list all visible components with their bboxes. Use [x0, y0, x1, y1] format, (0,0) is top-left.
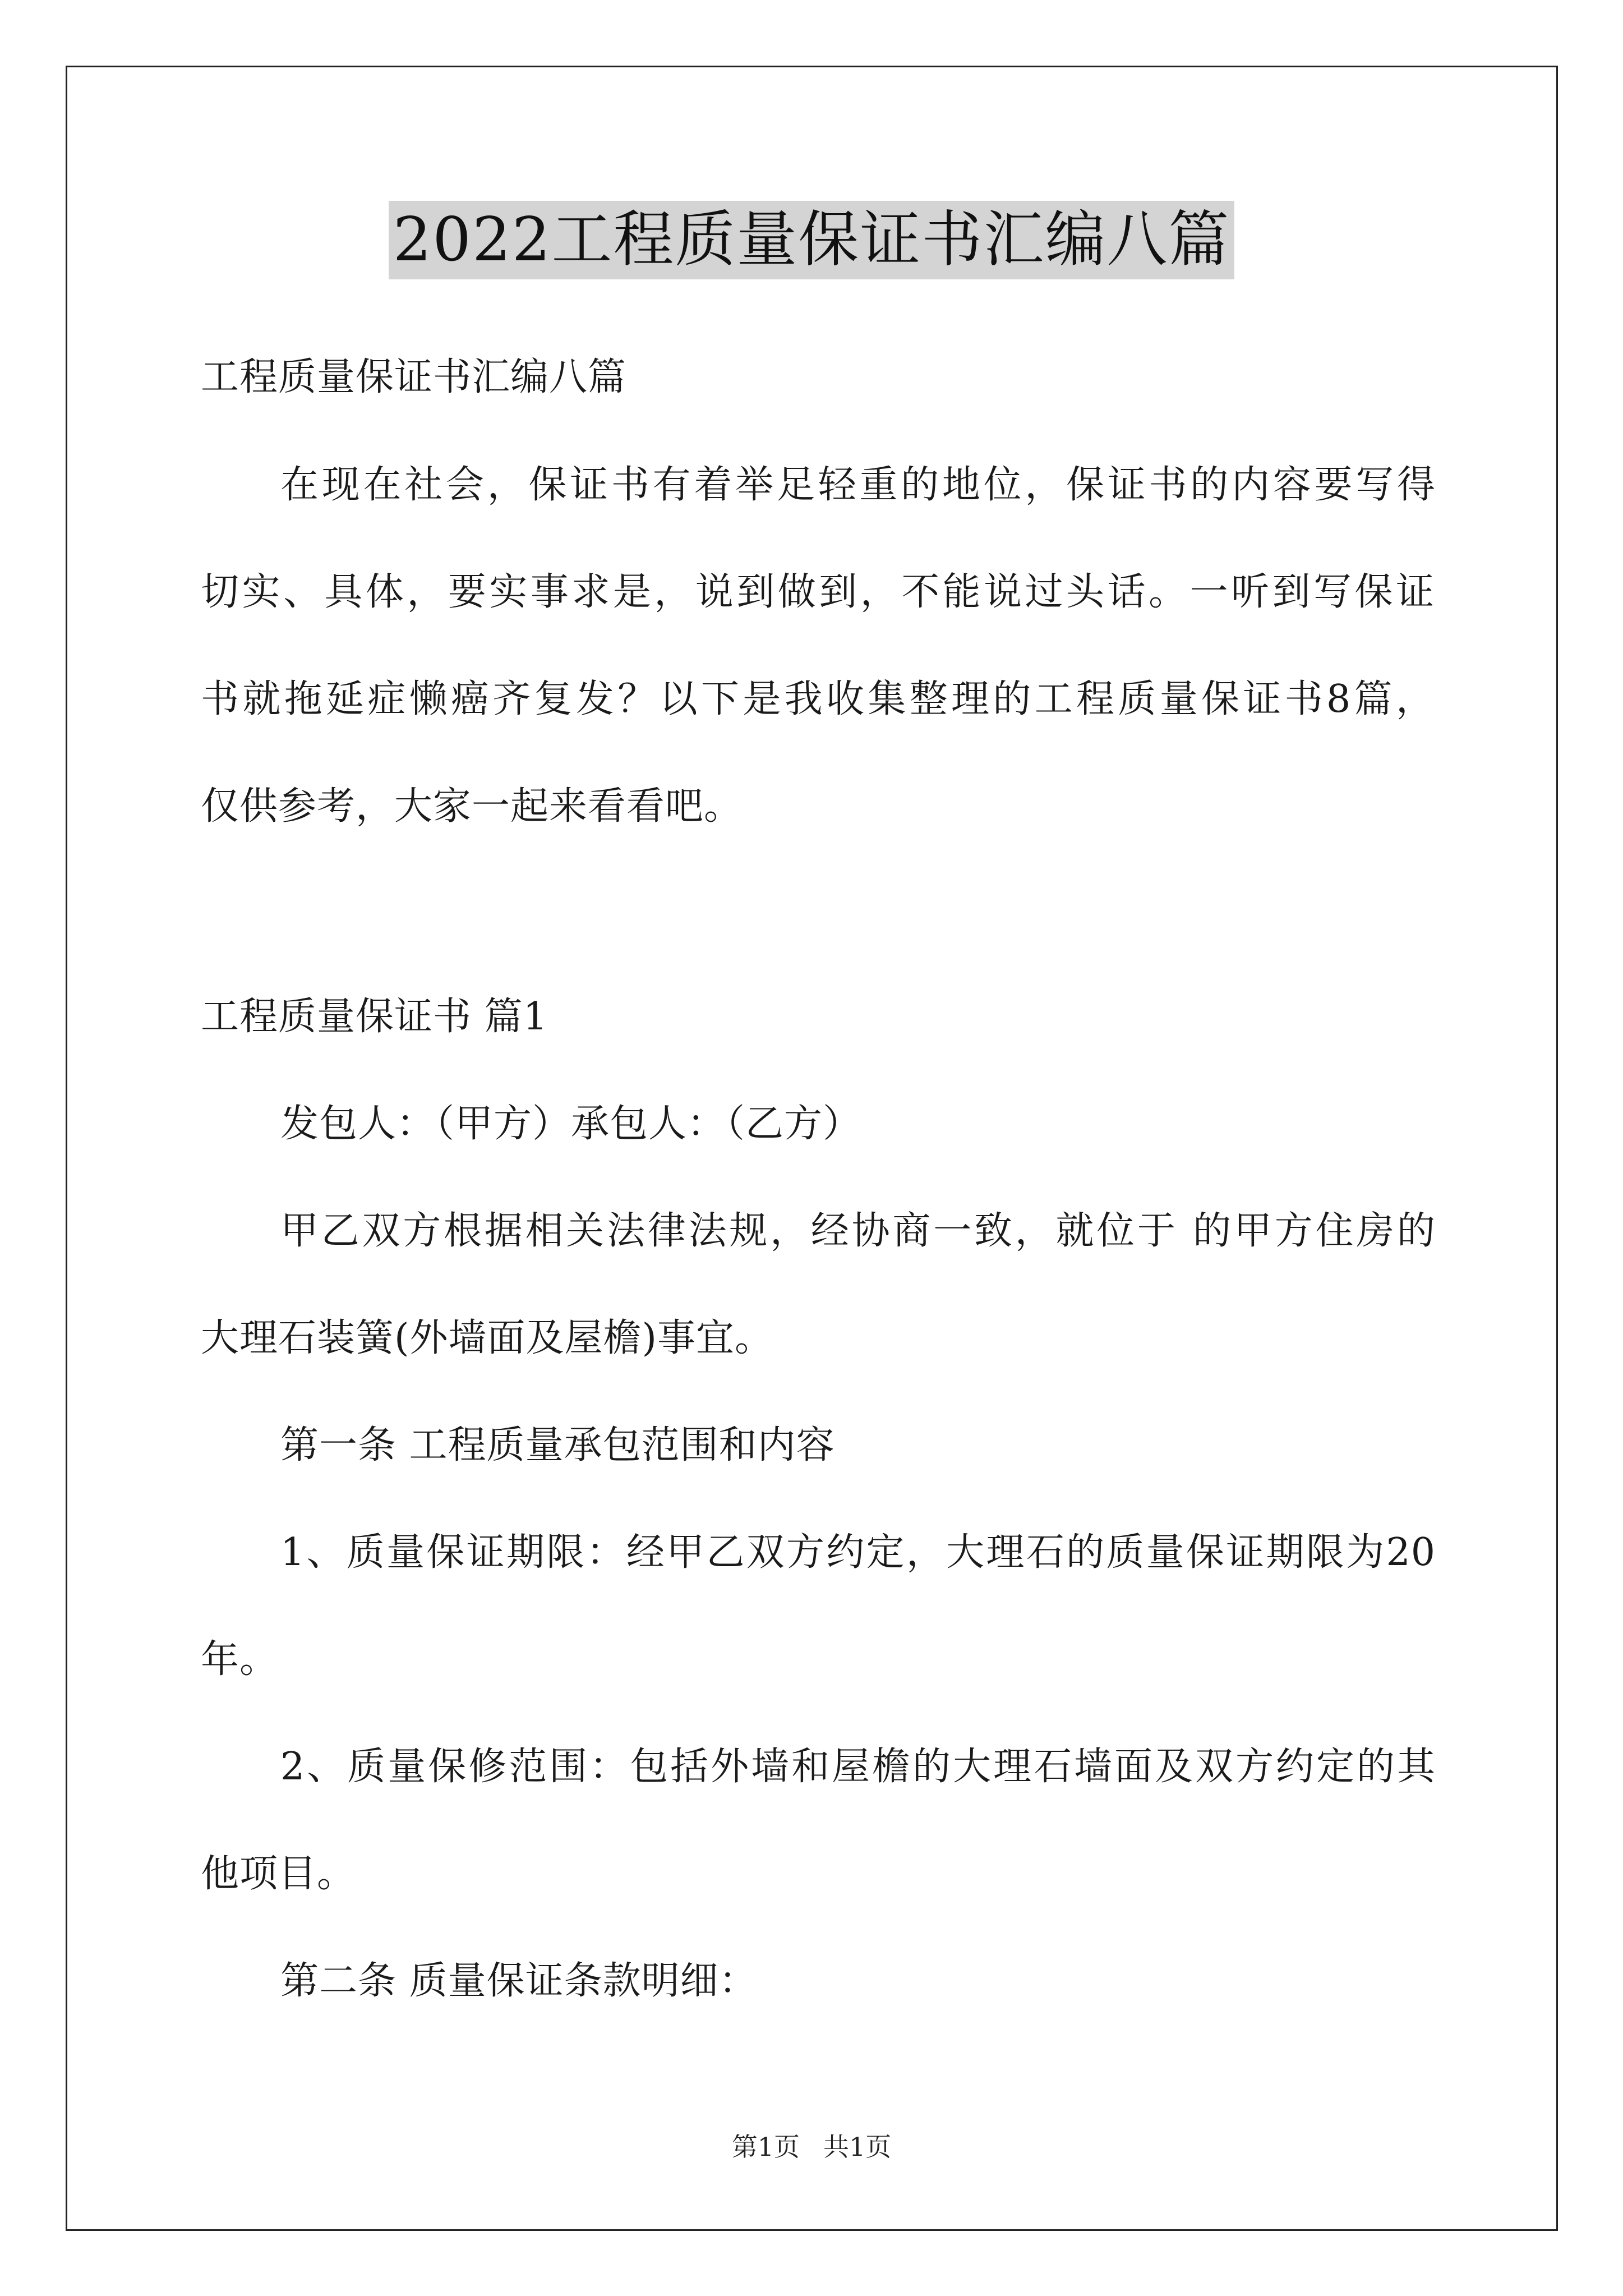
item-2-line-1: 2、质量保修范围：包括外墙和屋檐的大理石墙面及双方约定的其	[280, 1745, 1436, 1789]
article-2-heading: 第二条 质量保证条款明细：	[280, 1959, 758, 2003]
item-1-line-1: 1、质量保证期限：经甲乙双方约定，大理石的质量保证期限为20	[280, 1530, 1436, 1575]
article-1-heading: 第一条 工程质量承包范围和内容	[280, 1423, 835, 1467]
page-footer	[0, 2130, 1623, 2164]
intro-line-4: 仅供参考，大家一起来看看吧。	[201, 784, 743, 829]
document-title: 2022工程质量保证书汇编八篇	[389, 201, 1235, 279]
intro-line-2: 切实、具体，要实事求是，说到做到，不能说过头话。一听到写保证	[201, 570, 1435, 614]
section-heading: 工程质量保证书 篇1	[201, 995, 548, 1039]
agreement-line-2: 大理石装簧(外墙面及屋檐)事宜。	[201, 1316, 774, 1360]
page-number: 第1页	[731, 2132, 800, 2162]
item-2-line-2: 他项目。	[201, 1852, 356, 1896]
agreement-line-1: 甲乙双方根据相关法律法规，经协商一致，就位于 的甲方住房的	[280, 1209, 1436, 1253]
document-subtitle: 工程质量保证书汇编八篇	[201, 355, 627, 399]
parties-line: 发包人：（甲方）承包人：（乙方）	[280, 1102, 862, 1146]
item-1-line-2: 年。	[201, 1637, 279, 1682]
page-total: 共1页	[823, 2132, 892, 2162]
intro-line-3: 书就拖延症懒癌齐复发？以下是我收集整理的工程质量保证书8篇，	[201, 677, 1435, 721]
title-container	[0, 201, 1623, 279]
intro-line-1: 在现在社会，保证书有着举足轻重的地位，保证书的内容要写得	[280, 463, 1436, 507]
